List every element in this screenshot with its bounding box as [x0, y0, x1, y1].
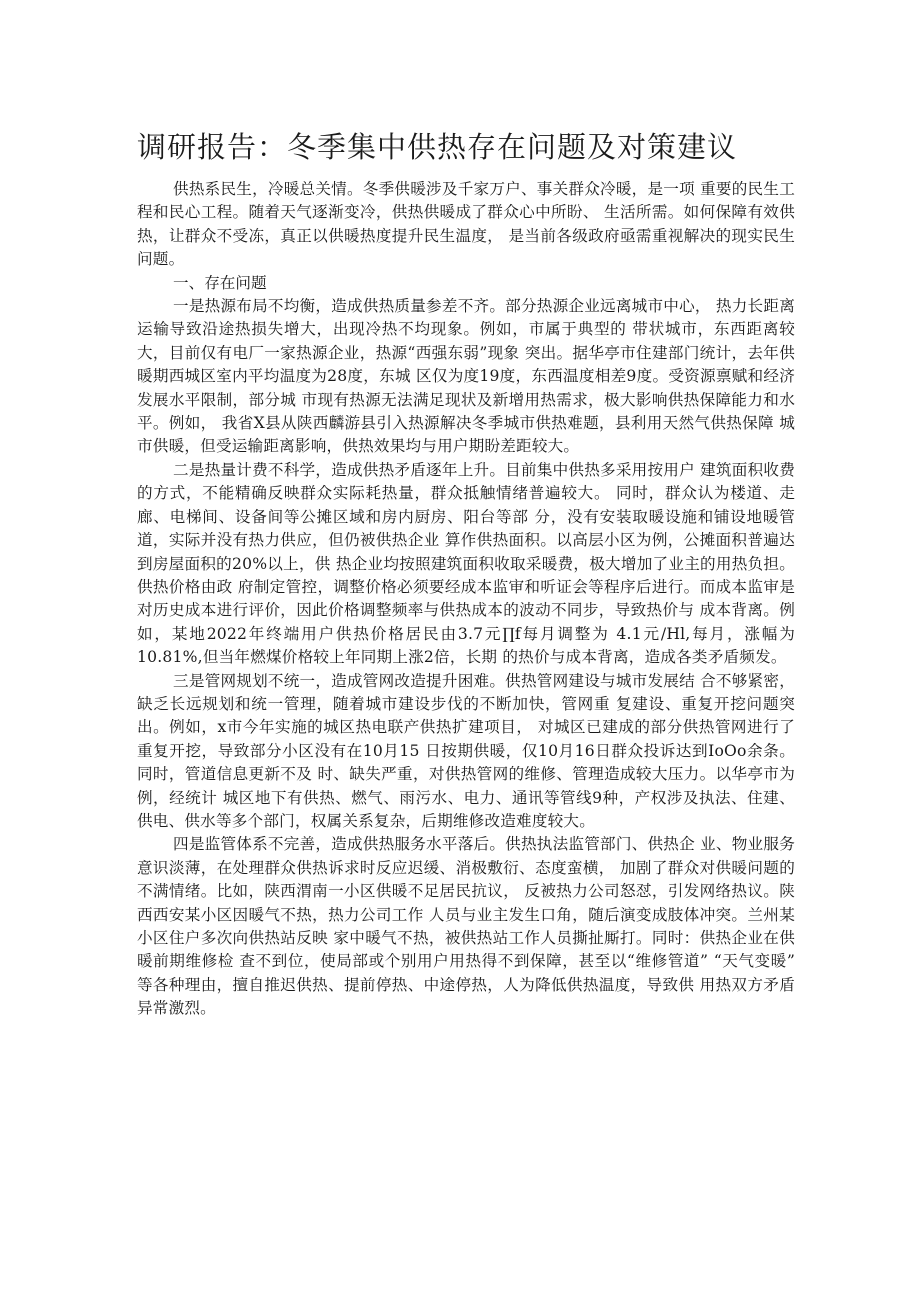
section-heading: 一、存在问题 [173, 273, 267, 292]
paragraph-billing: 二是热量计费不科学，造成供热矛盾逐年上升。目前集中供热多采用按用户 建筑面积收费的方式，不能精确反映群众实际耗热量，群众抵触情绪普遍较大。 同时，群众认为楼道、走廊、电梯间、设备间等公摊区域和房内厨房、阳台等部 分，没有安装取暖设施和铺设地暖管道，实际并没有热力供应，但仍被供热企业 算作供热面积。以高层小区为例，公摊面积普遍达到房屋面积的20%以上，供 热企业均按照建筑面积收取采暖费，极大增加了业主的用热负担。供热价格由政 府制定管控，调整价格必须要经成本监审和听证会等程序后进行。而成本监审是 对历史成本进行评价，因此价格调整频率与供热成本的波动不同步，导致热价与 成本背离。例如，某地2022年终端用户供热价格居民由3.7元∏f每月调整为 4.1元/Hl,每月，涨幅为10.81%,但当年燃煤价格较上年同期上涨2倍，长期 的热价与成本背离，造成各类矛盾频发。 [137, 460, 795, 667]
paragraph-pipe-network: 三是管网规划不统一，造成管网改造提升困难。供热管网建设与城市发展结 合不够紧密，缺乏长远规划和统一管理，随着城市建设步伐的不断加快，管网重 复建设、重复开挖问题突出。例如，x市今年实施的城区热电联产供热扩建项目， 对城区已建成的部分供热管网进行了重复开挖，导致部分小区没有在10月15 日按期供暖，仅10月16日群众投诉达到IoOo余条。同时，管道信息更新不及 时、缺失严重，对供热管网的维修、管理造成较大压力。以华亭市为例，经统计 城区地下有供热、燃气、雨污水、电力、通讯等管线9种，产权涉及执法、住建、 供电、供水等多个部门，权属关系复杂，后期维修改造难度较大。 [137, 671, 795, 830]
paragraph-heat-source: 一是热源布局不均衡，造成供热质量参差不齐。部分热源企业远离城市中心， 热力长距离运输导致沿途热损失增大，出现冷热不均现象。例如，市属于典型的 带状城市，东西距离较大，目前仅有电厂一家热源企业，热源“西强东弱”现象 突出。据华亭市住建部门统计，去年供暖期西城区室内平均温度为28度，东城 区仅为度19度，东西温度相差9度。受资源禀赋和经济发展水平限制，部分城 市现有热源无法满足现状及新增用热需求，极大影响供热保障能力和水平。例如， 我省X县从陕西麟游县引入热源解决冬季城市供热难题，县利用天然气供热保障 城市供暖，但受运输距离影响，供热效果均与用户期盼差距较大。 [137, 297, 795, 456]
document-title: 调研报告：冬季集中供热存在问题及对策建议 [137, 130, 738, 164]
document-body [137, 178, 795, 1021]
paragraph-supervision: 四是监管体系不完善，造成供热服务水平落后。供热执法监管部门、供热企 业、物业服务意识淡薄，在处理群众供热诉求时反应迟缓、消极敷衍、态度蛮横， 加剧了群众对供暖问题的不满情绪。比如，陕西渭南一小区供暖不足居民抗议， 反被热力公司怒怼，引发网络热议。陕西西安某小区因暖气不热，热力公司工作 人员与业主发生口角，随后演变成肢体冲突。兰州某小区住户多次向供热站反映 家中暖气不热，被供热站工作人员撕扯厮打。同时：供热企业在供暖前期维修检 查不到位，使局部或个别用户用热得不到保障，甚至以“维修管道” “天气变暖” 等各种理由，擅自推迟供热、提前停热、中途停热，人为降低供热温度，导致供 用热双方矛盾异常激烈。 [137, 835, 795, 1018]
intro-paragraph: 供热系民生，冷暖总关情。冬季供暖涉及千家万户、事关群众冷暖，是一项 重要的民生工程和民心工程。随着天气逐渐变冷，供热供暖成了群众心中所盼、 生活所需。如何保障有效供热，让群众不受冻，真正以供暖热度提升民生温度， 是当前各级政府亟需重视解决的现实民生问题。 [137, 180, 795, 269]
